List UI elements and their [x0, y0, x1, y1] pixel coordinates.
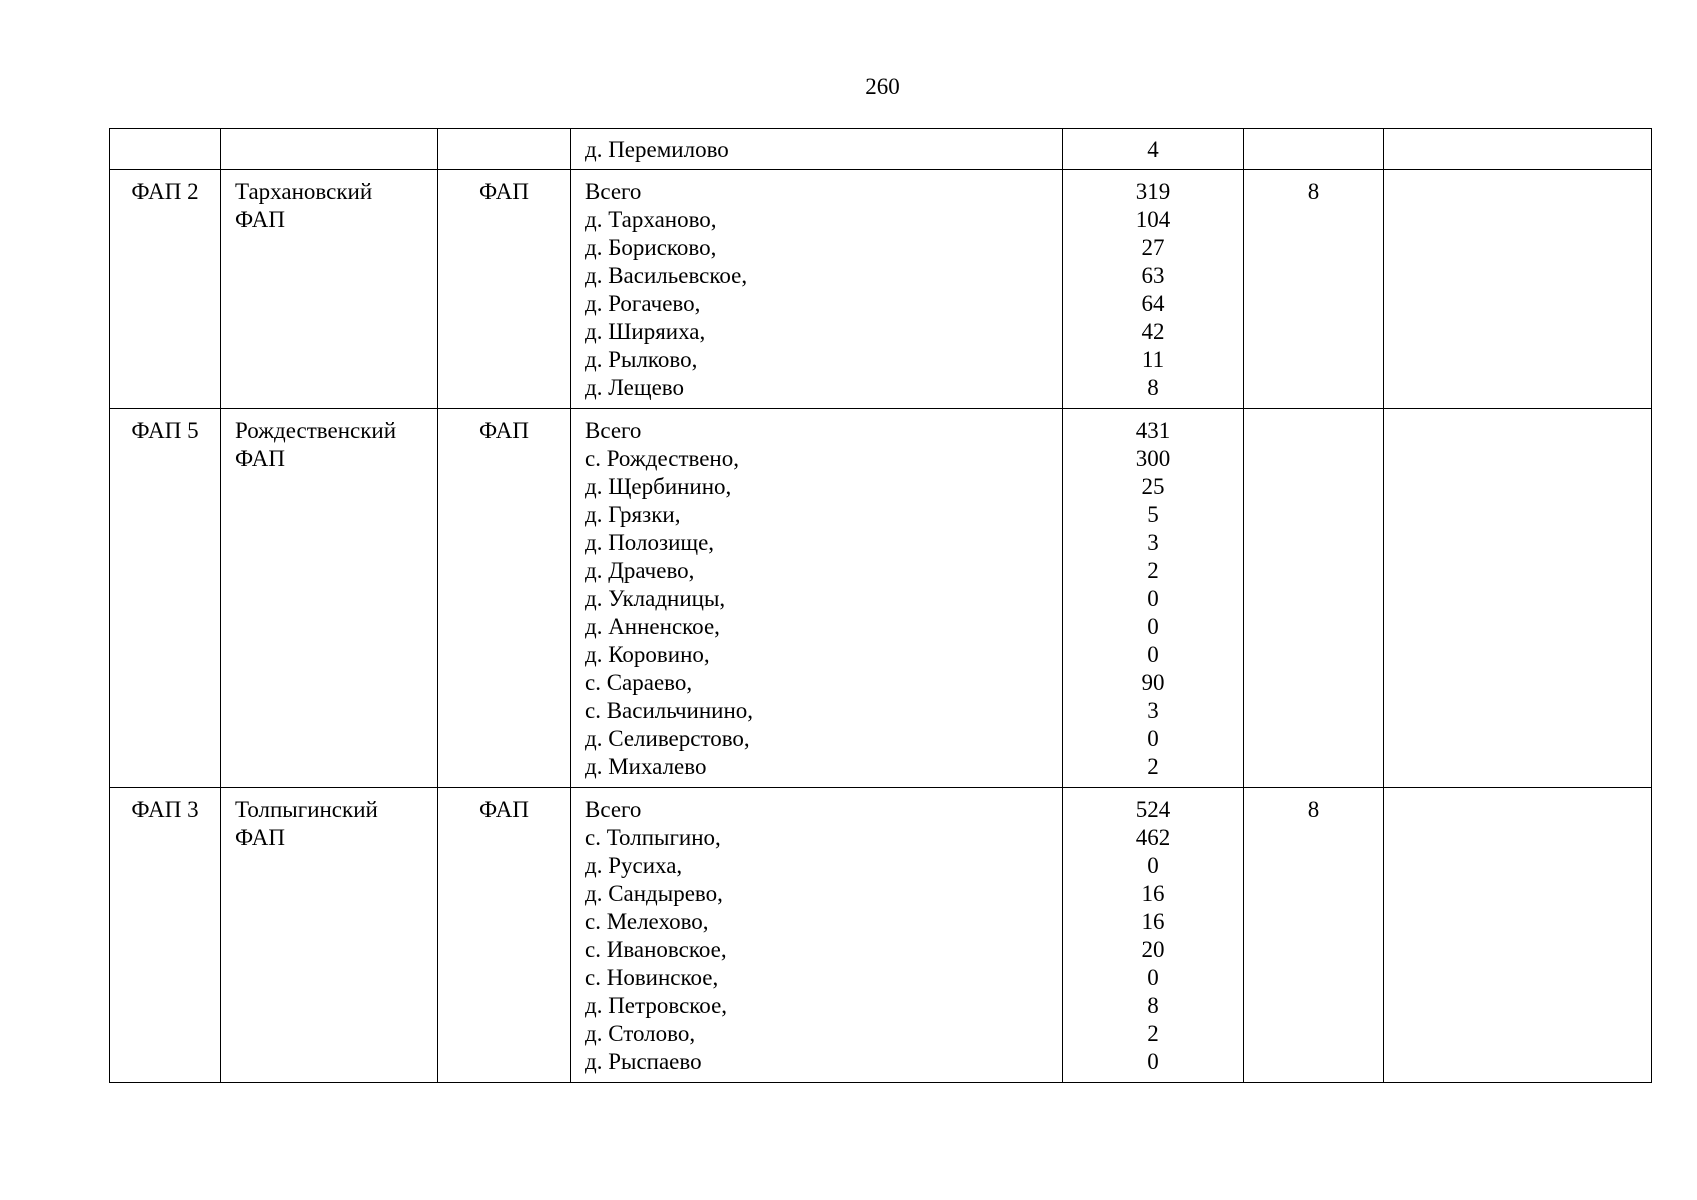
settlement-name: д. Тарханово,	[585, 207, 717, 232]
settlement-name: д. Селиверстово,	[585, 726, 750, 751]
population-value: 16	[1141, 909, 1165, 934]
population-value: 462	[1135, 825, 1171, 850]
extra-value-cell	[1244, 409, 1384, 788]
population-value: 42	[1141, 319, 1165, 344]
settlement-name: с. Ивановское,	[585, 937, 727, 962]
settlement-name: Всего	[585, 797, 642, 822]
population-value: 3	[1147, 530, 1159, 555]
settlement-name: с. Рождествено,	[585, 446, 739, 471]
settlements-cell	[571, 788, 1063, 1083]
facility-name-line: ФАП	[235, 825, 285, 850]
population-value: 2	[1147, 558, 1159, 583]
settlement-name: д. Перемилово	[585, 137, 729, 162]
population-value: 524	[1135, 797, 1171, 822]
facility-name-line: Рождественский	[235, 418, 397, 443]
settlement-name: д. Русиха,	[585, 853, 683, 878]
settlement-name: Всего	[585, 179, 642, 204]
population-value: 0	[1147, 726, 1159, 751]
population-cell	[1063, 788, 1244, 1083]
population-value: 0	[1147, 642, 1159, 667]
settlement-name: д. Борисково,	[585, 235, 717, 260]
settlement-name: с. Мелехово,	[585, 909, 709, 934]
settlements-cell	[571, 409, 1063, 788]
settlement-name: д. Щербинино,	[585, 474, 732, 499]
population-value: 63	[1141, 263, 1165, 288]
settlement-name: с. Новинское,	[585, 965, 719, 990]
facility-name-line: ФАП	[235, 446, 285, 471]
extra-value-cell: 8	[1244, 170, 1384, 409]
facility-code-cell	[110, 129, 221, 170]
note-cell	[1384, 129, 1652, 170]
settlement-name: д. Грязки,	[585, 502, 681, 527]
note-cell	[1384, 788, 1652, 1083]
settlement-name: д. Лещево	[585, 375, 684, 400]
facility-code-cell: ФАП 3	[110, 788, 221, 1083]
facility-name-line: ФАП	[235, 207, 285, 232]
extra-value-cell: 8	[1244, 788, 1384, 1083]
population-value: 90	[1141, 670, 1165, 695]
facility-type-cell: ФАП	[438, 788, 571, 1083]
population-value: 8	[1147, 993, 1159, 1018]
facility-type-cell: ФАП	[438, 409, 571, 788]
population-value: 27	[1141, 235, 1165, 260]
facility-type-cell: ФАП	[438, 170, 571, 409]
population-value: 0	[1147, 614, 1159, 639]
settlement-name: д. Васильевское,	[585, 263, 748, 288]
settlement-name: д. Рылково,	[585, 347, 698, 372]
population-value: 64	[1141, 291, 1165, 316]
population-value: 0	[1147, 586, 1159, 611]
population-value: 0	[1147, 965, 1159, 990]
population-value: 300	[1135, 446, 1171, 471]
settlement-name: д. Анненское,	[585, 614, 720, 639]
table-row	[110, 409, 1652, 788]
population-value: 431	[1135, 418, 1171, 443]
population-value: 319	[1135, 179, 1171, 204]
settlement-name: д. Коровино,	[585, 642, 710, 667]
note-cell	[1384, 409, 1652, 788]
facility-name-cell	[221, 788, 438, 1083]
settlement-name: д. Укладницы,	[585, 586, 726, 611]
facility-name-cell	[221, 409, 438, 788]
settlements-cell	[571, 129, 1063, 170]
facility-name-line: Тархановский	[235, 179, 373, 204]
settlement-name: с. Толпыгино,	[585, 825, 721, 850]
settlement-name: д. Сандырево,	[585, 881, 723, 906]
settlement-name: д. Михалево	[585, 754, 707, 779]
population-value: 20	[1141, 937, 1165, 962]
table-row	[110, 788, 1652, 1083]
facility-code-cell: ФАП 5	[110, 409, 221, 788]
settlement-name: д. Драчево,	[585, 558, 695, 583]
settlement-name: с. Васильчинино,	[585, 698, 754, 723]
population-value: 11	[1141, 347, 1165, 372]
population-value: 8	[1147, 375, 1159, 400]
population-cell	[1063, 170, 1244, 409]
settlements-cell	[571, 170, 1063, 409]
facilities-table	[109, 128, 1652, 1083]
population-cell	[1063, 129, 1244, 170]
settlement-name: д. Рогачево,	[585, 291, 701, 316]
settlement-name: д. Рыспаево	[585, 1049, 702, 1074]
settlement-name: д. Полозище,	[585, 530, 715, 555]
table-row	[110, 170, 1652, 409]
table-row	[110, 129, 1652, 170]
population-value: 104	[1135, 207, 1171, 232]
facility-name-cell	[221, 129, 438, 170]
population-value: 0	[1147, 853, 1159, 878]
population-value: 5	[1147, 502, 1159, 527]
population-value: 2	[1147, 754, 1159, 779]
population-value: 25	[1141, 474, 1165, 499]
facility-name-cell	[221, 170, 438, 409]
settlement-name: д. Ширяиха,	[585, 319, 706, 344]
settlement-name: д. Петровское,	[585, 993, 728, 1018]
settlement-name: Всего	[585, 418, 642, 443]
population-value: 2	[1147, 1021, 1159, 1046]
extra-value-cell	[1244, 129, 1384, 170]
settlement-name: с. Сараево,	[585, 670, 693, 695]
population-value: 16	[1141, 881, 1165, 906]
population-value: 0	[1147, 1049, 1159, 1074]
facility-code-cell: ФАП 2	[110, 170, 221, 409]
note-cell	[1384, 170, 1652, 409]
page-number: 260	[865, 74, 900, 99]
settlement-name: д. Столово,	[585, 1021, 696, 1046]
facility-type-cell	[438, 129, 571, 170]
population-value: 3	[1147, 698, 1159, 723]
population-cell	[1063, 409, 1244, 788]
facility-name-line: Толпыгинский	[235, 797, 378, 822]
population-value: 4	[1147, 137, 1159, 162]
